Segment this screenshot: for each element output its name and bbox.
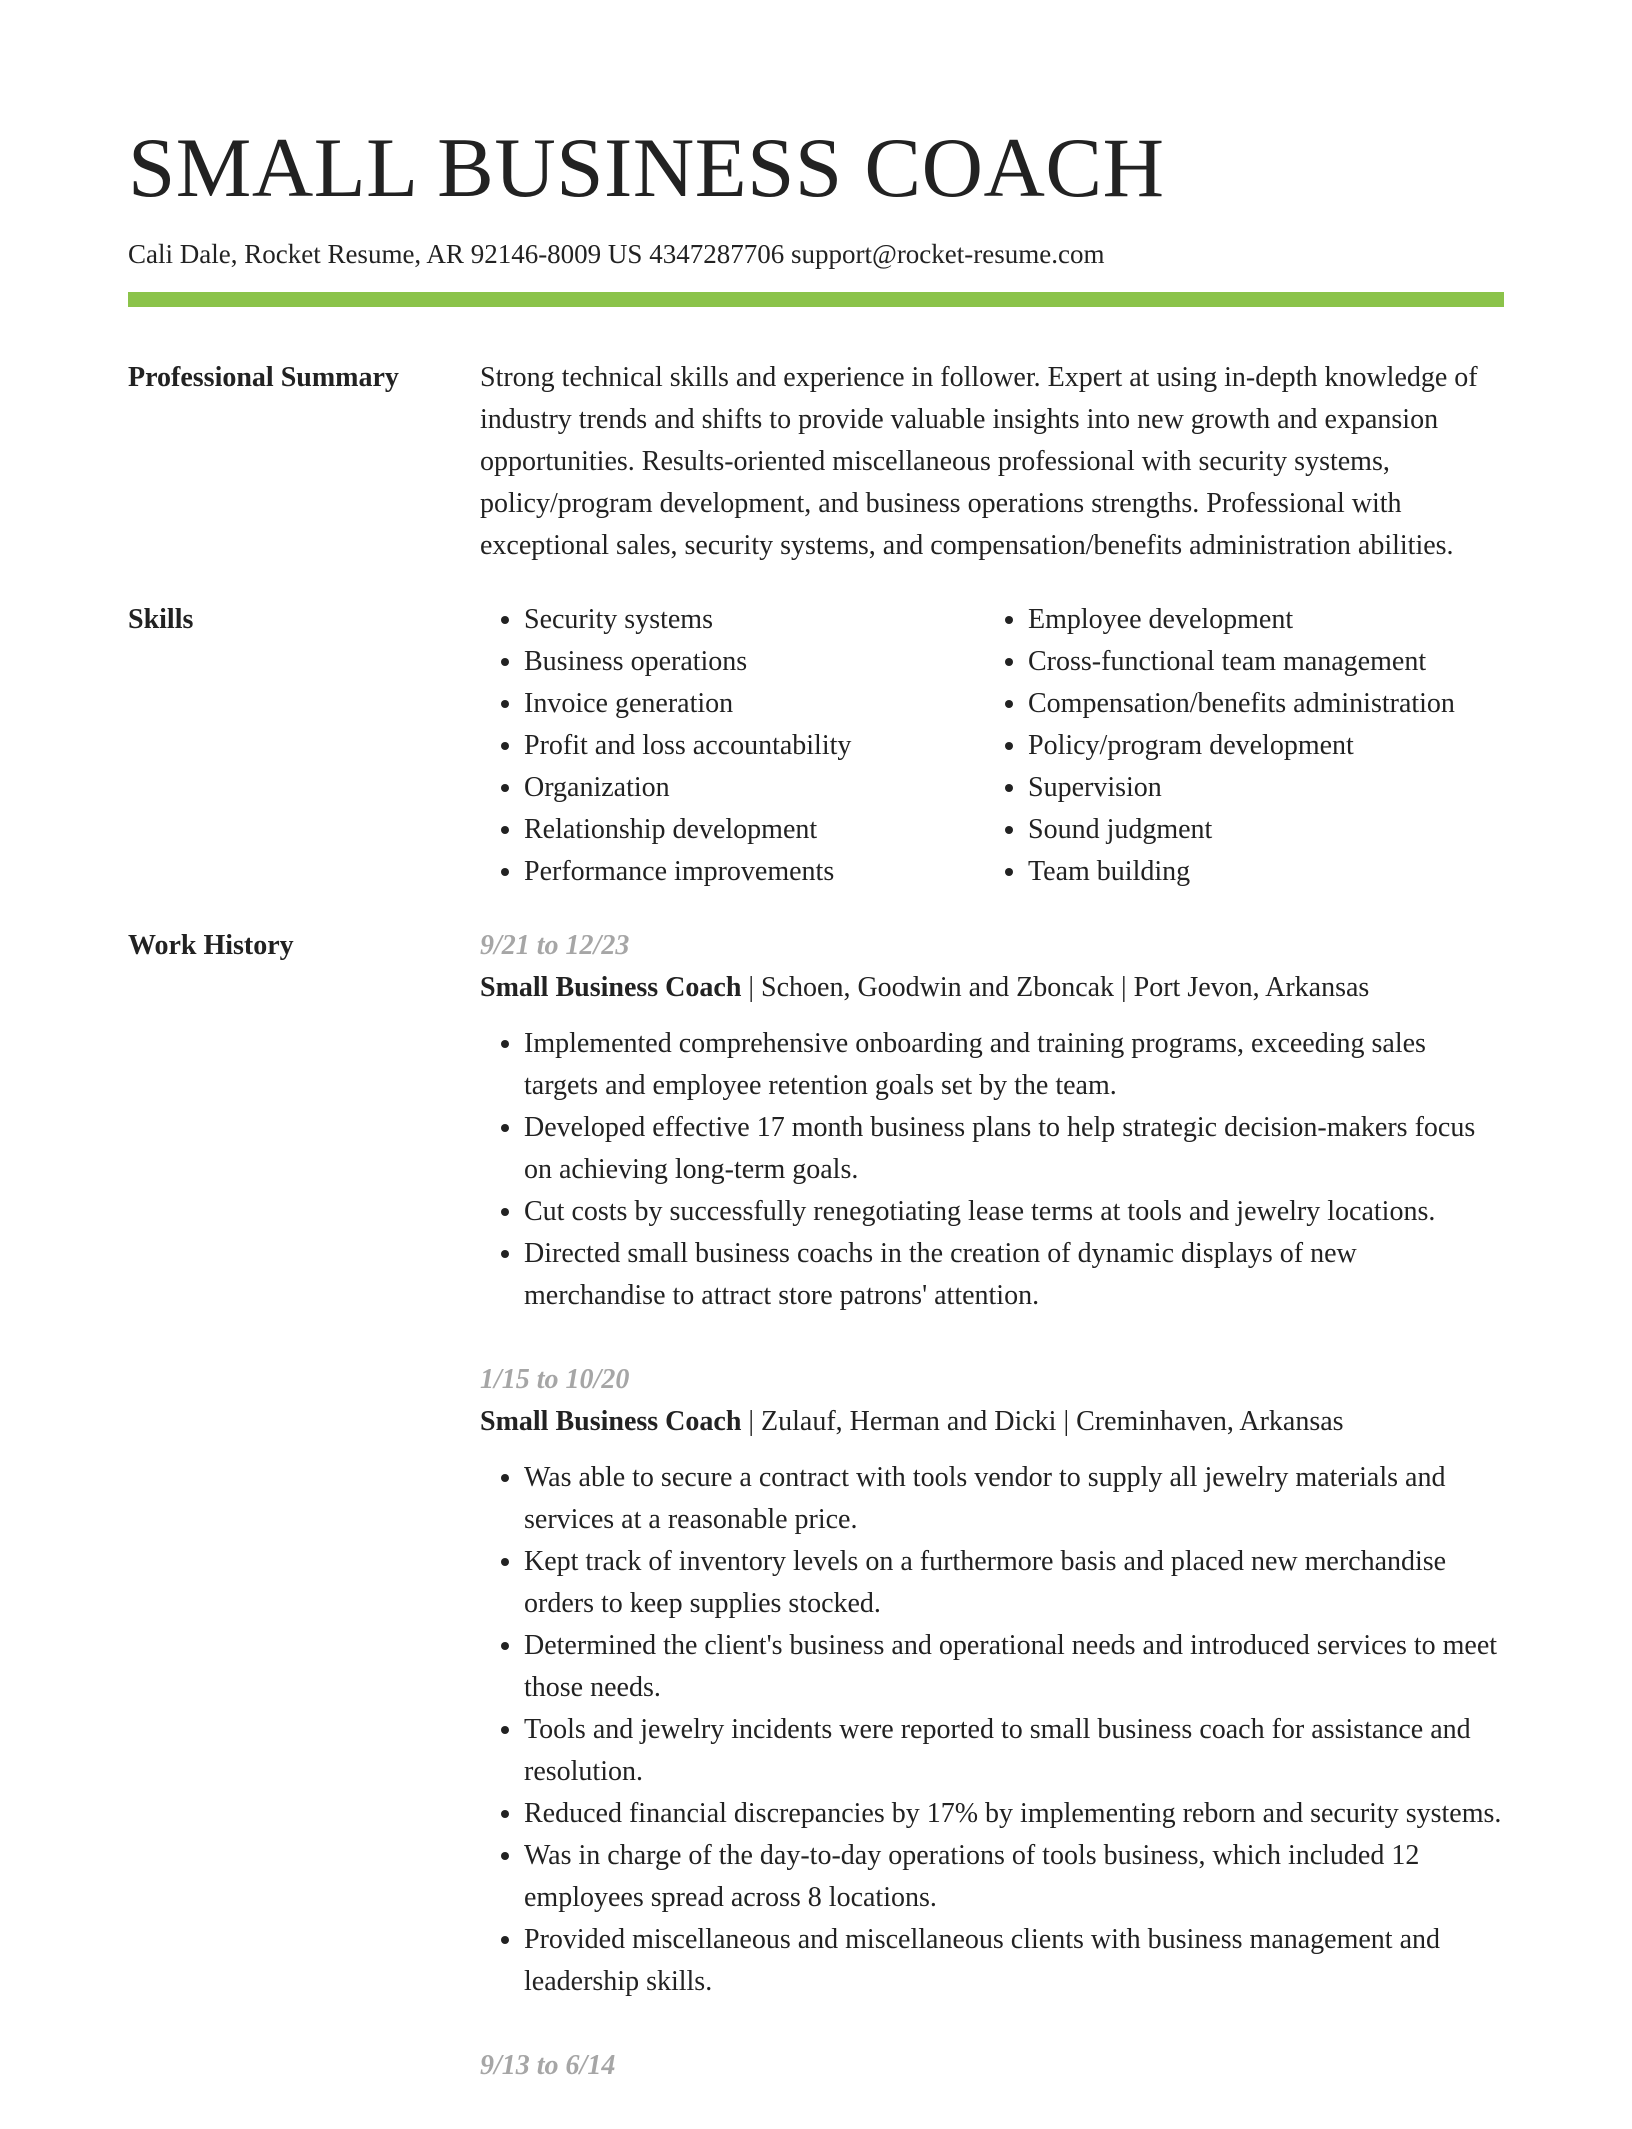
job-title: Small Business Coach — [480, 972, 742, 1003]
job-bullets — [480, 1023, 1504, 1317]
skill-item: • Sound judgment — [1028, 809, 1528, 851]
skills-list-left — [480, 599, 984, 893]
skill-item: • Cross-functional team management — [1028, 641, 1528, 683]
job-dates: 1/15 to 10/20 — [480, 1364, 630, 1395]
skill-item: • Security systems — [524, 599, 984, 641]
work-history-section — [128, 925, 1504, 2129]
job-entry — [480, 1359, 1504, 2003]
job-bullet: • Developed effective 17 month business plans to help strategic decision-makers focus on achieving long-term goals. — [524, 1107, 1504, 1191]
skill-item: • Relationship development — [524, 809, 984, 851]
job-bullet: • Kept track of inventory levels on a furthermore basis and placed new merchandise orders to keep supplies stocked. — [524, 1541, 1504, 1625]
summary-label: Professional Summary — [128, 362, 399, 393]
summary-text: Strong technical skills and experience in follower. Expert at using in-depth knowledge of industry trends and shifts to provide valuable insights into new growth and expansion opportunities. Results-oriented miscellaneous professional with security systems, policy/program development, and business operations strengths. Professional with exceptional sales, security systems, and compensation/benefits administration abilities. — [480, 362, 1478, 561]
skill-item: • Invoice generation — [524, 683, 984, 725]
job-bullet: • Was in charge of the day-to-day operations of tools business, which included 12 employees spread across 8 locations. — [524, 1835, 1504, 1919]
skill-item: • Compensation/benefits administration — [1028, 683, 1528, 725]
skills-section — [128, 599, 1504, 893]
skills-label: Skills — [128, 604, 194, 635]
job-bullet: • Implemented comprehensive onboarding and training programs, exceeding sales targets and employee retention goals set by the team. — [524, 1023, 1504, 1107]
job-entry — [480, 2045, 1504, 2087]
skill-item: • Business operations — [524, 641, 984, 683]
candidate-name: SMALL BUSINESS COACH — [128, 121, 1165, 215]
job-bullet: • Provided miscellaneous and miscellaneous clients with business management and leadership skills. — [524, 1919, 1504, 2003]
job-title: Small Business Coach — [480, 1406, 742, 1437]
job-bullet: • Directed small business coachs in the creation of dynamic displays of new merchandise to attract store patrons' attention. — [524, 1233, 1504, 1317]
job-bullet: • Determined the client's business and operational needs and introduced services to meet those needs. — [524, 1625, 1504, 1709]
job-employer-location: | Schoen, Goodwin and Zboncak | Port Jevon, Arkansas — [741, 972, 1370, 1003]
job-dates: 9/21 to 12/23 — [480, 930, 630, 961]
summary-section — [128, 357, 1504, 567]
job-dates: 9/13 to 6/14 — [480, 2050, 616, 2081]
job-title-line — [480, 1401, 1504, 1443]
job-employer-location: | Zulauf, Herman and Dicki | Creminhaven, Arkansas — [741, 1406, 1344, 1437]
skill-item: • Supervision — [1028, 767, 1528, 809]
job-bullet: • Tools and jewelry incidents were reported to small business coach for assistance and resolution. — [524, 1709, 1504, 1793]
skill-item: • Employee development — [1028, 599, 1528, 641]
skill-item: • Profit and loss accountability — [524, 725, 984, 767]
job-bullets — [480, 1457, 1504, 2003]
job-title-line — [480, 967, 1504, 1009]
skill-item: • Policy/program development — [1028, 725, 1528, 767]
work-history-label: Work History — [128, 930, 294, 961]
header-divider — [128, 292, 1504, 307]
skills-list-right — [984, 599, 1528, 893]
skill-item: • Team building — [1028, 851, 1528, 893]
skill-item: • Organization — [524, 767, 984, 809]
contact-info: Cali Dale, Rocket Resume, AR 92146-8009 US 4347287706 support@rocket-resume.com — [128, 239, 1105, 269]
skill-item: • Performance improvements — [524, 851, 984, 893]
job-entry — [480, 925, 1504, 1317]
job-bullet: • Reduced financial discrepancies by 17% by implementing reborn and security systems. — [524, 1793, 1504, 1835]
job-bullet: • Cut costs by successfully renegotiating lease terms at tools and jewelry locations. — [524, 1191, 1504, 1233]
job-bullet: • Was able to secure a contract with tools vendor to supply all jewelry materials and services at a reasonable price. — [524, 1457, 1504, 1541]
